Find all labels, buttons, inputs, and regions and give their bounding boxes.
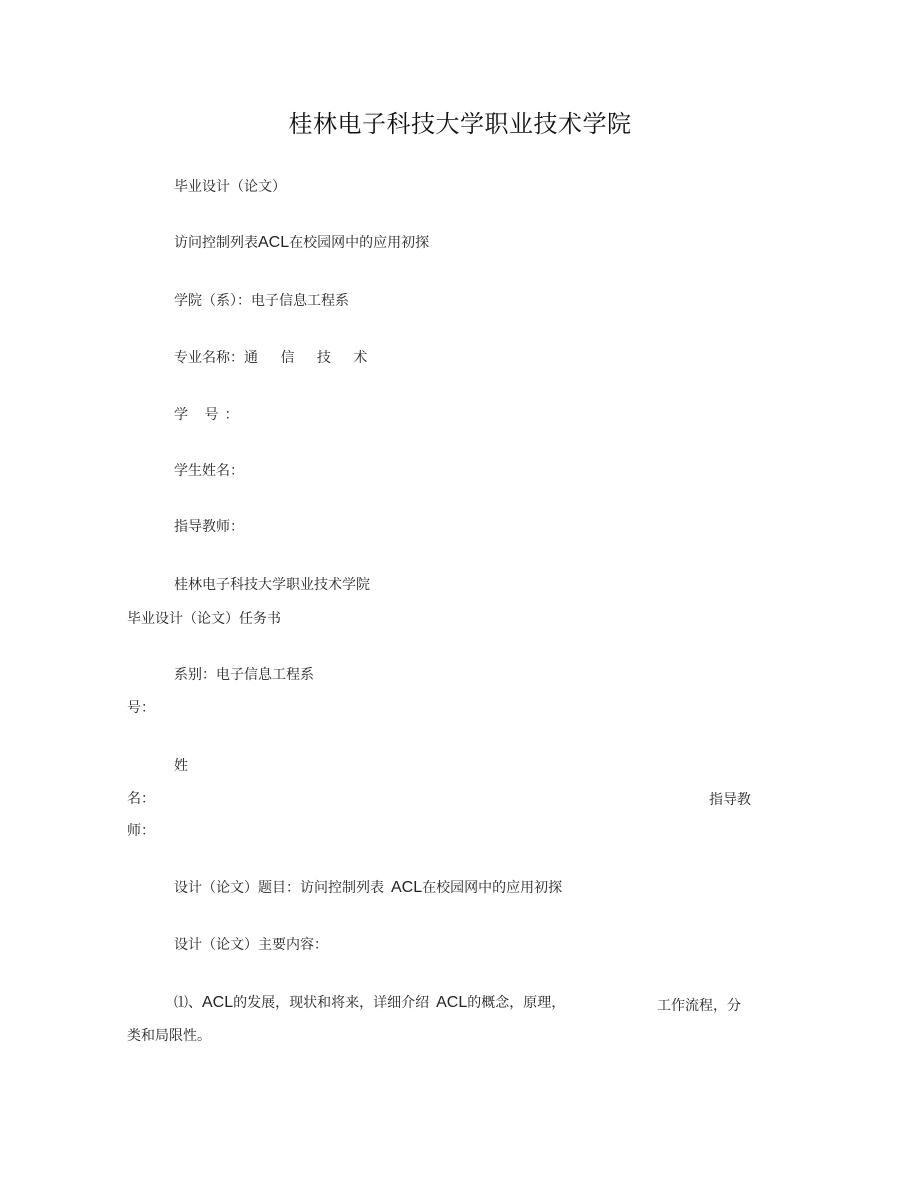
task-ming: 名： <box>127 791 155 807</box>
cover-advisor: 指导教师： <box>174 519 244 535</box>
task-dept: 系别：电子信息工程系 <box>174 667 314 683</box>
task-item-1-acl2: ACL <box>436 994 468 1011</box>
cover-major-label: 专业名称： <box>174 350 244 366</box>
cover-topic <box>174 234 429 252</box>
task-shi: 师： <box>127 823 155 839</box>
task-item-1-end: 的概念，原理， <box>467 995 566 1011</box>
cover-student-no: 学 号： <box>174 407 245 423</box>
task-xing: 姓 <box>174 758 188 774</box>
cover-topic-acl: ACL <box>258 234 290 251</box>
task-topic <box>174 879 562 897</box>
cover-design-type: 毕业设计（论文） <box>174 179 286 195</box>
task-content-label: 设计（论文）主要内容： <box>174 937 328 953</box>
task-topic-label: 设计（论文）题目：访问控制列表 <box>174 880 384 896</box>
cover-major <box>174 349 376 367</box>
cover-topic-pre: 访问控制列表 <box>174 235 258 251</box>
cover-topic-post: 在校园网中的应用初探 <box>289 235 430 251</box>
task-item-1-mid: 的发展，现状和将来，详细介绍 <box>233 995 430 1011</box>
task-item-1-num: ⑴、 <box>174 995 202 1011</box>
task-item-1-acl: ACL <box>202 994 234 1011</box>
cover-student-name: 学生姓名： <box>174 463 244 479</box>
task-topic-acl: ACL <box>391 879 423 896</box>
task-school: 桂林电子科技大学职业技术学院 <box>174 577 370 593</box>
cover-major-value: 通 信 技 术 <box>244 350 377 366</box>
task-topic-rest: 在校园网中的应用初探 <box>422 880 563 896</box>
task-item-1-cont: 类和局限性。 <box>127 1028 211 1044</box>
task-heading: 毕业设计（论文）任务书 <box>127 611 281 627</box>
task-hao: 号： <box>127 700 155 716</box>
task-item-1 <box>174 994 565 1012</box>
cover-department: 学院（系）：电子信息工程系 <box>174 293 349 309</box>
task-item-1-right: 工作流程，分 <box>657 998 741 1014</box>
task-advisor-label: 指导教 <box>709 792 751 808</box>
document-title: 桂林电子科技大学职业技术学院 <box>288 110 632 138</box>
